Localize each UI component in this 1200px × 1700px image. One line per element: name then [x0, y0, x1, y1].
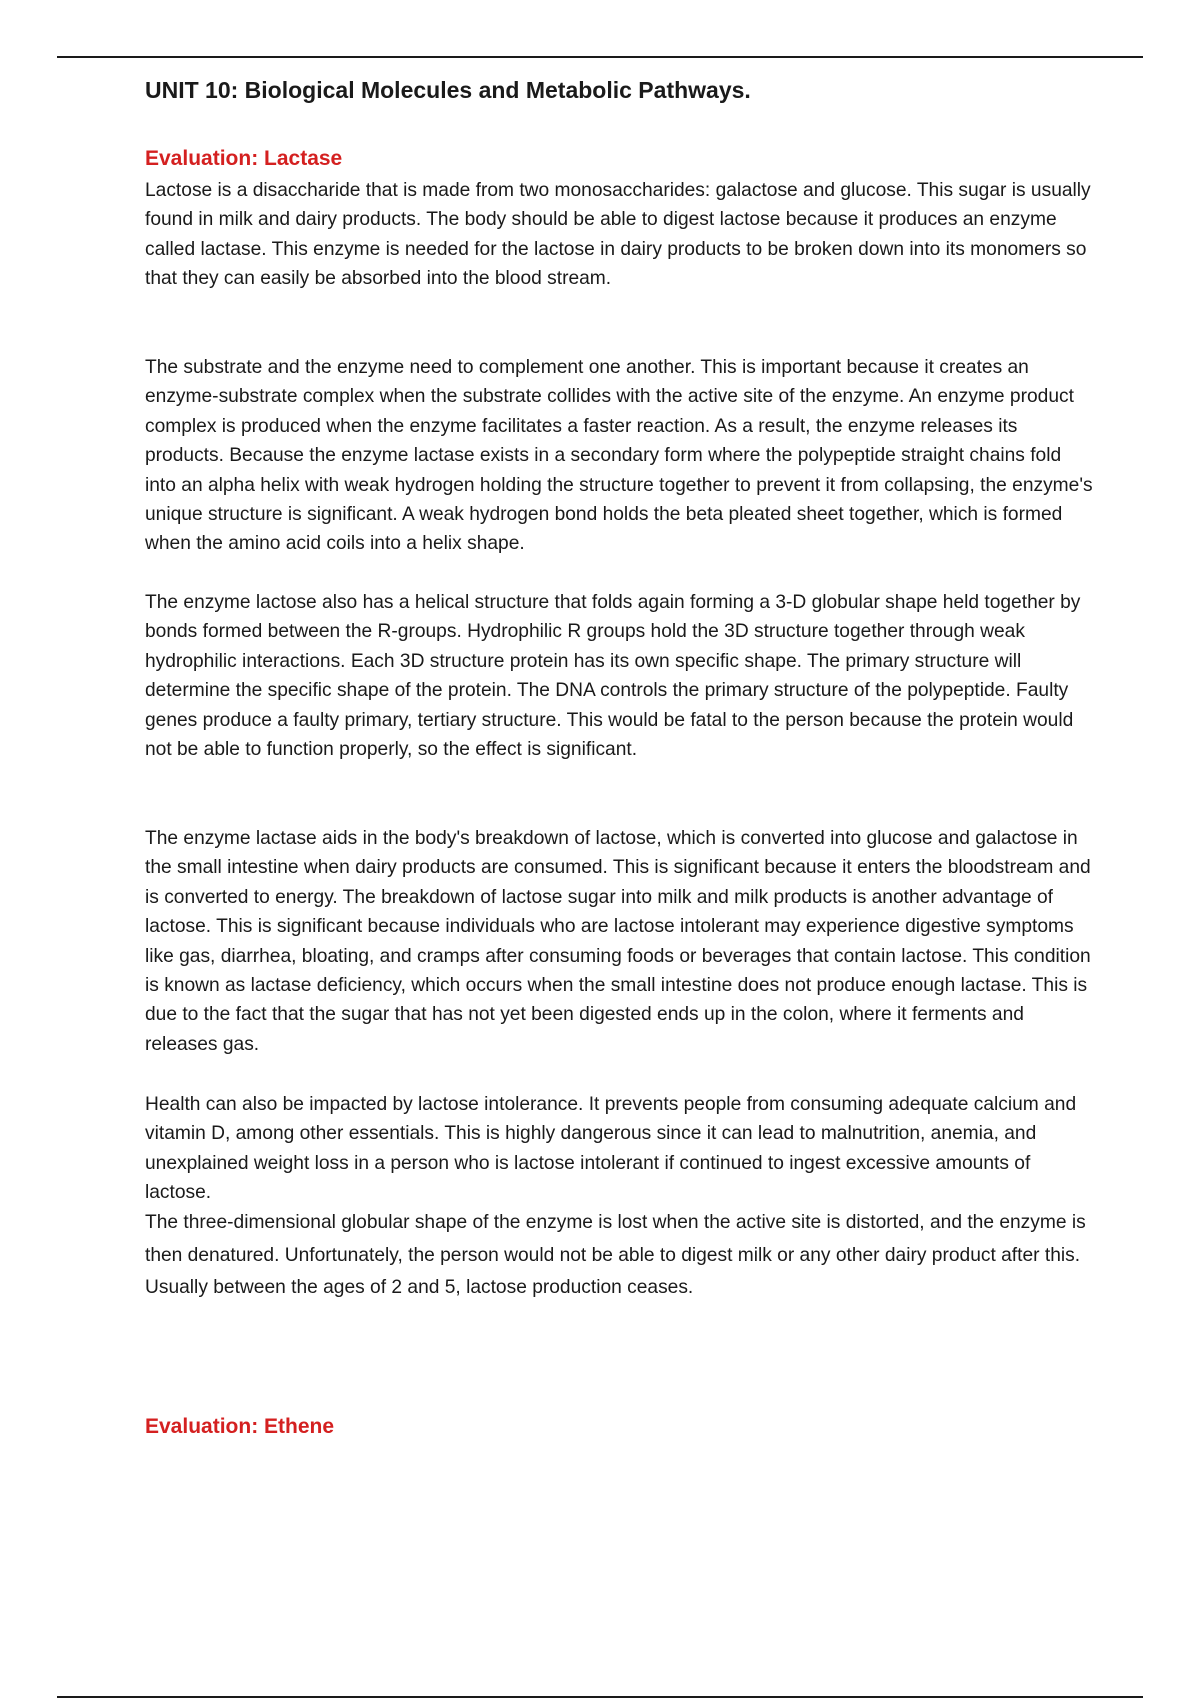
- section-heading-lactase: Evaluation: Lactase: [145, 147, 343, 170]
- paragraph-enzyme-substrate: The substrate and the enzyme need to complement one another. This is important because it creates an enzyme-substrate complex when the substrate collides with the active site of the enzyme. An enzyme product complex is produced when the enzyme facilitates a faster reaction. As a result, the enzyme releases its products. Because the enzyme lactase exists in a secondary form where the polypeptide straight chains fold into an alpha helix with weak hydrogen holding the structure together to prevent it from collapsing, the enzyme's unique structure is significant. A weak hydrogen bond holds the beta pleated sheet together, which is formed when the amino acid coils into a helix shape.: [145, 357, 1093, 555]
- document-title: UNIT 10: Biological Molecules and Metabolic Pathways.: [145, 77, 751, 103]
- paragraph-tertiary-structure: The enzyme lactose also has a helical structure that folds again forming a 3-D globular shape held together by bonds formed between the R-groups. Hydrophilic R groups hold the 3D structure together through weak hydrophilic interactions. Each 3D structure protein has its own specific shape. The primary structure will determine the specific shape of the protein. The DNA controls the primary structure of the polypeptide. Faulty genes produce a faulty primary, tertiary structure. This would be fatal to the person because the protein would not be able to function properly, so the effect is significant.: [145, 592, 1081, 761]
- header-rule: [57, 56, 1143, 58]
- paragraph-health-impact: Health can also be impacted by lactose intolerance. It prevents people from consuming adequate calcium and vitamin D, among other essentials. This is highly dangerous since it can lead to malnutrition, anemia, and unexplained weight loss in a person who is lactose intolerant if continued to ingest excessive amounts of lactose.: [145, 1094, 1077, 1204]
- section-heading-ethene: Evaluation: Ethene: [145, 1415, 335, 1438]
- paragraph-denaturation: The three-dimensional globular shape of the enzyme is lost when the active site is distorted, and the enzyme is then denatured. Unfortunately, the person would not be able to digest milk or any other dairy product after this. Usually between the ages of 2 and 5, lactose production ceases.: [145, 1212, 1086, 1298]
- footer-rule: [57, 1696, 1143, 1698]
- paragraph-lactose-breakdown: The enzyme lactase aids in the body's breakdown of lactose, which is converted into glucose and galactose in the small intestine when dairy products are consumed. This is significant because it enters the bloodstream and is converted to energy. The breakdown of lactose sugar into milk and milk products is another advantage of lactose. This is significant because individuals who are lactose intolerant may experience digestive symptoms like gas, diarrhea, bloating, and cramps after consuming foods or beverages that contain lactose. This condition is known as lactase deficiency, which occurs when the small intestine does not produce enough lactase. This is due to the fact that the sugar that has not yet been digested ends up in the colon, where it ferments and releases gas.: [145, 828, 1091, 1055]
- paragraph-lactose-intro: Lactose is a disaccharide that is made from two monosaccharides: galactose and glucose. This sugar is usually found in milk and dairy products. The body should be able to digest lactose because it produces an enzyme called lactase. This enzyme is needed for the lactose in dairy products to be broken down into its monomers so that they can easily be absorbed into the blood stream.: [145, 180, 1091, 290]
